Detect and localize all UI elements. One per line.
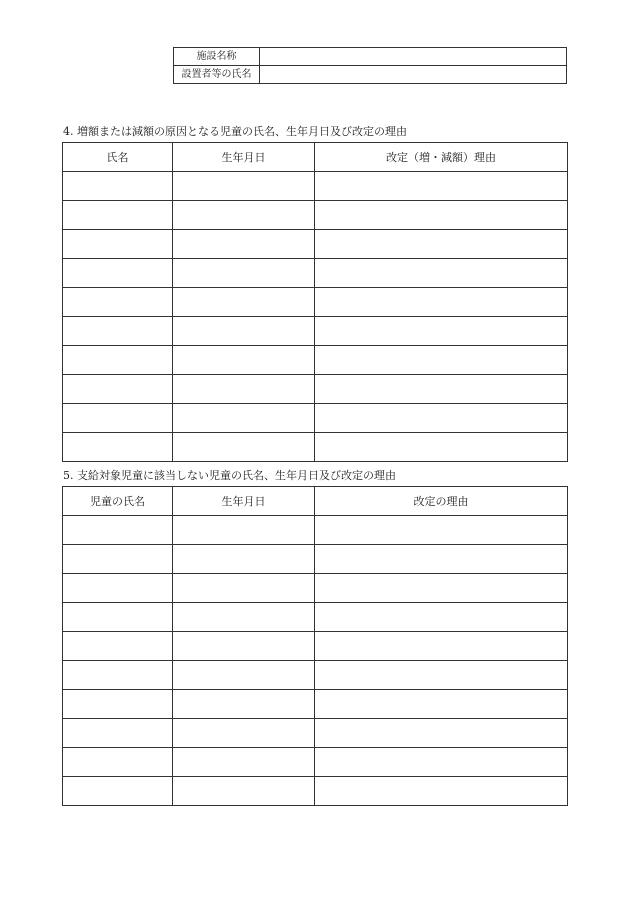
reason-cell[interactable] [315,433,568,462]
birthdate-cell[interactable] [173,346,315,375]
name-cell[interactable] [63,201,173,230]
section4-header-name: 氏名 [63,143,173,172]
table-row [63,777,568,806]
birthdate-cell[interactable] [173,288,315,317]
name-cell[interactable] [63,603,173,632]
reason-cell[interactable] [315,632,568,661]
table-row [63,545,568,574]
table-row [63,690,568,719]
section4-header-reason: 改定（増・減額）理由 [315,143,568,172]
table-row [63,661,568,690]
facility-info-table [173,47,567,84]
birthdate-cell[interactable] [173,433,315,462]
table-row [63,574,568,603]
reason-cell[interactable] [315,346,568,375]
name-cell[interactable] [63,545,173,574]
name-cell[interactable] [63,632,173,661]
birthdate-cell[interactable] [173,719,315,748]
table-row [63,230,568,259]
table-row [63,632,568,661]
name-cell[interactable] [63,259,173,288]
reason-cell[interactable] [315,317,568,346]
table-row [63,375,568,404]
birthdate-cell[interactable] [173,632,315,661]
facility-name-row [174,48,567,66]
reason-cell[interactable] [315,545,568,574]
birthdate-cell[interactable] [173,545,315,574]
table-row [63,288,568,317]
birthdate-cell[interactable] [173,375,315,404]
birthdate-cell[interactable] [173,172,315,201]
section5-title: 5. 支給対象児童に該当しない児童の氏名、生年月日及び改定の理由 [63,469,396,482]
section5-table [62,486,568,806]
birthdate-cell[interactable] [173,259,315,288]
table-row [63,346,568,375]
birthdate-cell[interactable] [173,748,315,777]
table-row [63,172,568,201]
reason-cell[interactable] [315,404,568,433]
birthdate-cell[interactable] [173,690,315,719]
birthdate-cell[interactable] [173,317,315,346]
birthdate-cell[interactable] [173,404,315,433]
reason-cell[interactable] [315,375,568,404]
table-row [63,317,568,346]
reason-cell[interactable] [315,201,568,230]
reason-cell[interactable] [315,661,568,690]
section5-header-name: 児童の氏名 [63,487,173,516]
reason-cell[interactable] [315,288,568,317]
name-cell[interactable] [63,404,173,433]
section4-header-birthdate: 生年月日 [173,143,315,172]
birthdate-cell[interactable] [173,201,315,230]
founder-name-field[interactable] [260,66,567,84]
founder-name-row [174,66,567,84]
table-row [63,201,568,230]
name-cell[interactable] [63,748,173,777]
section4-title: 4. 増額または減額の原因となる児童の氏名、生年月日及び改定の理由 [63,125,407,138]
table-row [63,719,568,748]
name-cell[interactable] [63,516,173,545]
birthdate-cell[interactable] [173,661,315,690]
table-row [63,603,568,632]
name-cell[interactable] [63,661,173,690]
name-cell[interactable] [63,230,173,259]
table-row [63,433,568,462]
reason-cell[interactable] [315,172,568,201]
table-row [63,259,568,288]
table-row [63,516,568,545]
section5-header-birthdate: 生年月日 [173,487,315,516]
name-cell[interactable] [63,172,173,201]
section5-header-row [63,487,568,516]
birthdate-cell[interactable] [173,777,315,806]
name-cell[interactable] [63,719,173,748]
reason-cell[interactable] [315,690,568,719]
facility-name-label: 施設名称 [174,48,260,66]
name-cell[interactable] [63,574,173,603]
reason-cell[interactable] [315,230,568,259]
name-cell[interactable] [63,375,173,404]
birthdate-cell[interactable] [173,574,315,603]
name-cell[interactable] [63,317,173,346]
founder-name-label: 設置者等の氏名 [174,66,260,84]
name-cell[interactable] [63,346,173,375]
reason-cell[interactable] [315,259,568,288]
birthdate-cell[interactable] [173,603,315,632]
name-cell[interactable] [63,690,173,719]
reason-cell[interactable] [315,516,568,545]
name-cell[interactable] [63,777,173,806]
section4-table [62,142,568,462]
section5-header-reason: 改定の理由 [315,487,568,516]
birthdate-cell[interactable] [173,230,315,259]
facility-name-field[interactable] [260,48,567,66]
reason-cell[interactable] [315,719,568,748]
name-cell[interactable] [63,288,173,317]
section4-header-row [63,143,568,172]
table-row [63,404,568,433]
reason-cell[interactable] [315,777,568,806]
name-cell[interactable] [63,433,173,462]
birthdate-cell[interactable] [173,516,315,545]
reason-cell[interactable] [315,748,568,777]
table-row [63,748,568,777]
reason-cell[interactable] [315,574,568,603]
reason-cell[interactable] [315,603,568,632]
